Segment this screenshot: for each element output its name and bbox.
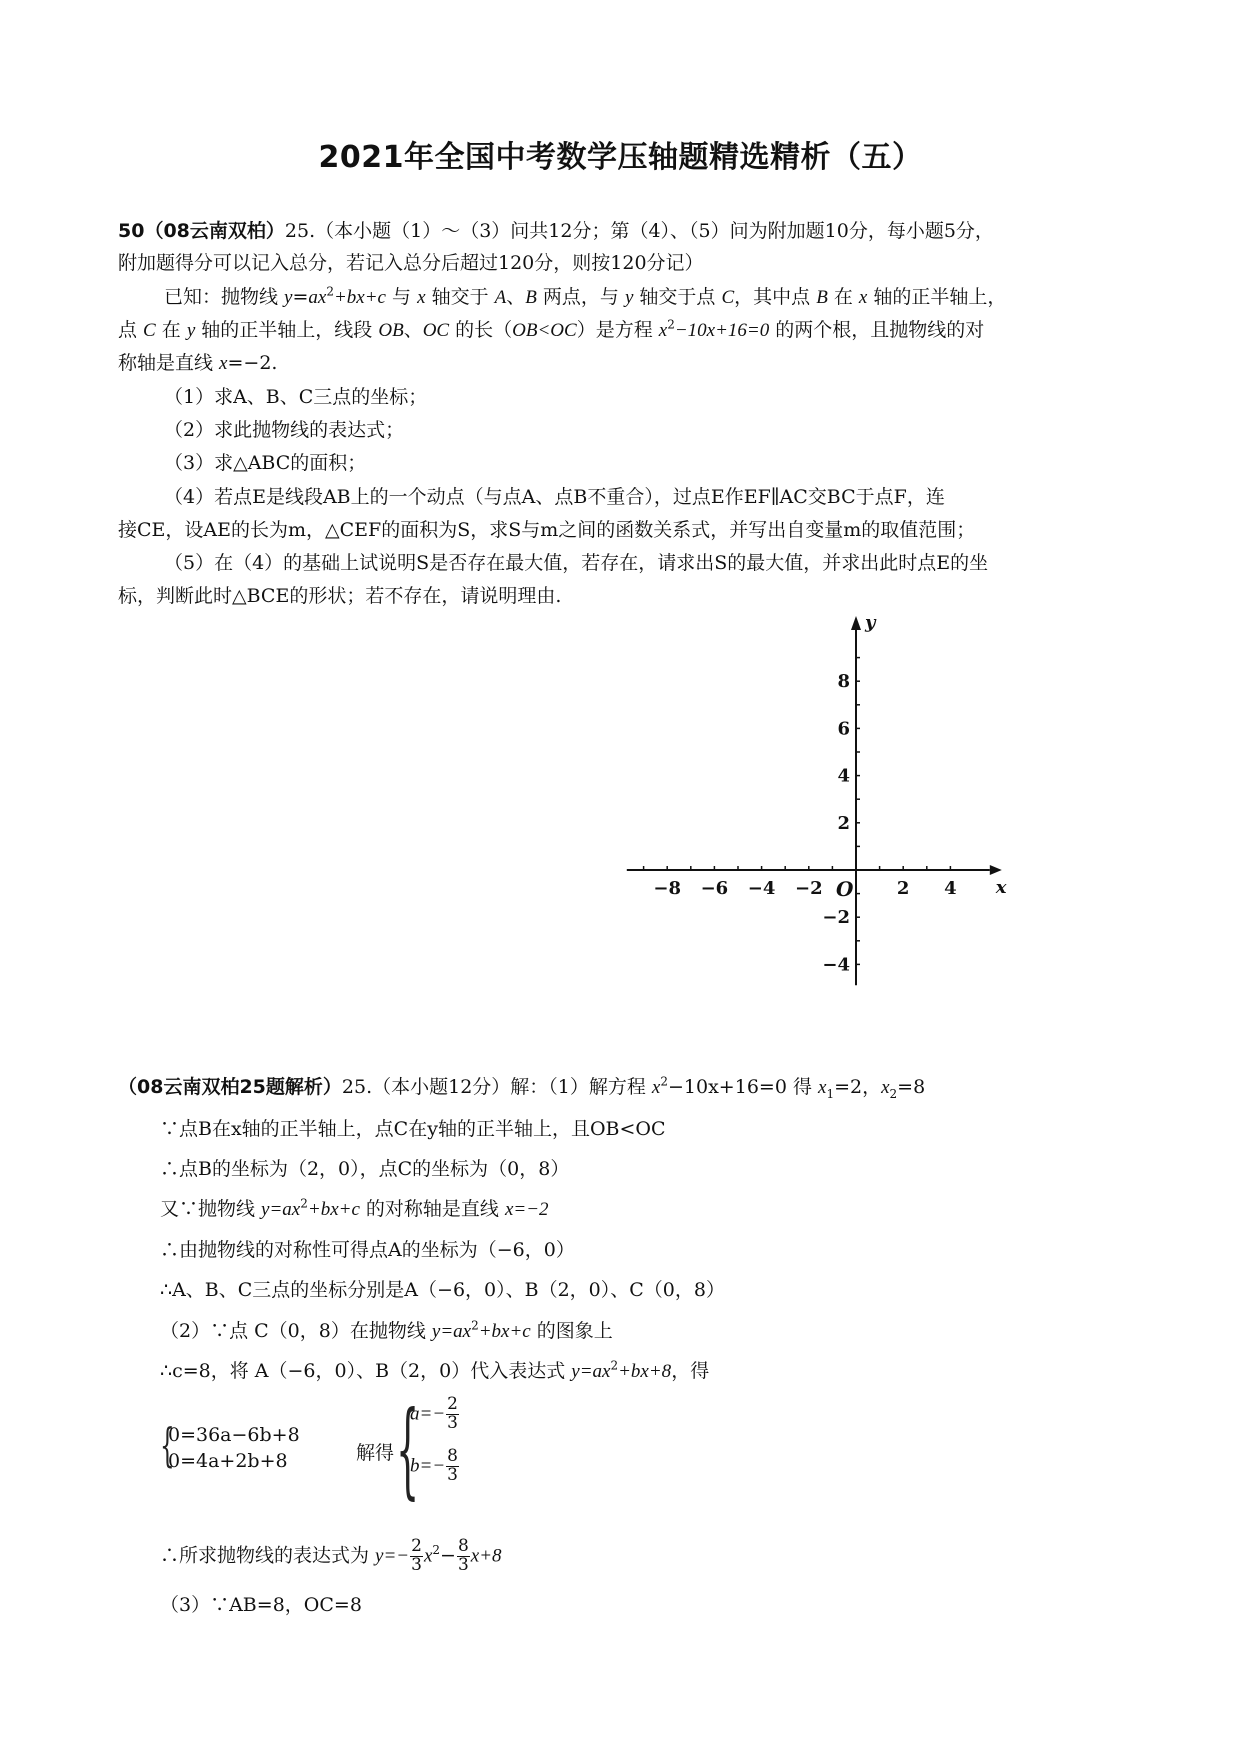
solution-line-6: ∴A、B、C三点的坐标分别是A（−6，0）、B（2，0）、C（0，8） xyxy=(160,1279,725,1301)
math: −10x+16=0 xyxy=(674,320,770,341)
math: A xyxy=(494,287,507,308)
math: +bx+c xyxy=(333,287,386,308)
system-eq-2: 0=4a+2b+8 xyxy=(168,1450,288,1472)
text: 在 xyxy=(827,286,859,308)
y-axis-arrow-icon xyxy=(851,616,861,630)
x-tick-label: 4 xyxy=(944,878,957,899)
text: 的长（ xyxy=(449,319,513,341)
math: y=ax xyxy=(571,1361,611,1382)
math: y xyxy=(624,287,634,308)
fraction xyxy=(446,1396,459,1433)
text: − xyxy=(440,1544,456,1567)
x-axis-label: x xyxy=(995,877,1007,898)
math: x xyxy=(881,1077,890,1098)
math: B xyxy=(525,287,537,308)
x-tick-label: −2 xyxy=(794,878,823,899)
text: =−2. xyxy=(227,352,278,374)
text: ∴所求抛物线的表达式为 xyxy=(160,1544,376,1567)
math: x xyxy=(423,1545,433,1567)
system-eq-1: 0=36a−6b+8 xyxy=(168,1424,300,1446)
math: y=ax xyxy=(431,1321,472,1342)
math: y=− xyxy=(375,1545,410,1567)
text: =2， xyxy=(834,1076,882,1098)
x-tick-label: −4 xyxy=(747,878,776,899)
text: 轴交于点 xyxy=(633,286,722,308)
x-axis-arrow-icon xyxy=(990,865,1002,875)
text: 又∵抛物线 xyxy=(160,1198,262,1220)
x-tick-label: 2 xyxy=(896,878,910,899)
text: = xyxy=(292,286,309,308)
y-axis-label: y xyxy=(865,612,876,633)
y-tick-label: −2 xyxy=(822,907,850,929)
problem-label: 50（08云南双柏） xyxy=(118,220,285,242)
origin-label: O xyxy=(836,877,854,901)
denominator: 3 xyxy=(457,1554,469,1575)
solution-line-5: ∴由抛物线的对称性可得点A的坐标为（−6，0） xyxy=(160,1239,575,1261)
solution-line-10: （3）∵AB=8，OC=8 xyxy=(160,1594,362,1616)
solution-line-1 xyxy=(118,1074,926,1101)
text: 、 xyxy=(506,286,526,308)
math: ax xyxy=(308,287,327,308)
math: x xyxy=(417,287,426,308)
text: ）是方程 xyxy=(576,319,659,341)
text: ，得 xyxy=(671,1360,710,1382)
question-5-line-2: 标，判断此时△BCE的形状；若不存在，请说明理由. xyxy=(118,585,562,607)
right-brace-icon: { xyxy=(396,1388,420,1510)
question-5-line-1: （5）在（4）的基础上试说明S是否存在最大值，若存在，请求出S的最大值，并求出此时点E的坐 xyxy=(164,552,989,574)
math: x+8 xyxy=(470,1545,502,1567)
denominator: 3 xyxy=(411,1554,422,1575)
solution-line-2: ∵点B在x轴的正半轴上，点C在y轴的正半轴上，且OB<OC xyxy=(160,1118,666,1140)
math: b=− xyxy=(410,1455,446,1477)
math: OB xyxy=(378,320,404,341)
math: x xyxy=(858,287,868,308)
question-3: （3）求△ABC的面积； xyxy=(164,452,367,474)
text: 称轴是直线 xyxy=(118,352,220,374)
math: x xyxy=(658,320,668,341)
numerator: 2 xyxy=(411,1536,422,1556)
text: 的对称轴是直线 xyxy=(359,1198,505,1220)
x-tick-label: −8 xyxy=(653,878,682,899)
text: 两点，与 xyxy=(536,286,625,308)
math: OC xyxy=(422,320,450,341)
given-line-1 xyxy=(164,284,1007,308)
math: +bx+8 xyxy=(618,1361,672,1382)
denominator: 3 xyxy=(447,1412,458,1433)
y-tick-label: 2 xyxy=(837,812,850,834)
subscript: 1 xyxy=(826,1086,835,1101)
text: 轴的正半轴上， xyxy=(867,286,1007,308)
question-4-line-2: 接CE，设AE的长为m，△CEF的面积为S，求S与m之间的函数关系式，并写出自变量m的取值范围； xyxy=(118,519,976,541)
solve-word: 解得 xyxy=(356,1442,395,1464)
problem-intro-text-1: 25.（本小题（1）～（3）问共12分；第（4）、（5）问为附加题10分，每小题5分， xyxy=(284,220,994,242)
question-2: （2）求此抛物线的表达式； xyxy=(164,419,405,441)
text: 的图象上 xyxy=(530,1320,613,1342)
superscript: 2 xyxy=(660,1074,668,1089)
text: 点 xyxy=(118,319,144,341)
given-line-3 xyxy=(118,354,277,373)
math: C xyxy=(143,320,156,341)
denominator: 3 xyxy=(447,1464,458,1485)
numerator: 8 xyxy=(457,1536,469,1556)
text: ，其中点 xyxy=(734,286,817,308)
math: y=ax xyxy=(261,1199,301,1220)
question-4-line-1: （4）若点E是线段AB上的一个动点（与点A、点B不重合），过点E作EF∥AC交BC于点F，连 xyxy=(164,486,945,508)
math: B xyxy=(816,287,828,308)
y-tick-label: 6 xyxy=(837,718,850,740)
math: x xyxy=(219,353,228,374)
math: C xyxy=(721,287,735,308)
solution-a xyxy=(410,1396,460,1433)
superscript: 2 xyxy=(300,1196,308,1211)
text: 轴交于 xyxy=(425,286,495,308)
math: y xyxy=(186,320,196,341)
numerator: 8 xyxy=(447,1446,458,1466)
text: ∴c=8，将 A（−6，0）、B（2，0）代入表达式 xyxy=(160,1360,572,1382)
y-tick-label: 8 xyxy=(837,671,850,693)
math: x xyxy=(651,1077,661,1098)
y-tick-label: 4 xyxy=(837,765,850,787)
text: −10x+16=0 得 xyxy=(668,1076,818,1098)
solution-line-4 xyxy=(160,1196,549,1220)
solution-line-8 xyxy=(160,1358,710,1382)
math: x xyxy=(818,1077,827,1098)
subscript: 2 xyxy=(889,1086,898,1101)
text: 已知：抛物线 xyxy=(164,286,285,308)
numerator: 2 xyxy=(447,1394,458,1414)
problem-intro-line-2: 附加题得分可以记入总分，若记入总分后超过120分，则按120分记） xyxy=(118,252,704,274)
given-line-2 xyxy=(118,317,985,341)
text: 轴的正半轴上，线段 xyxy=(195,319,379,341)
math: a=− xyxy=(410,1403,446,1425)
fraction xyxy=(446,1448,459,1485)
text: 在 xyxy=(155,319,187,341)
solution-label: （08云南双柏25题解析） xyxy=(118,1076,342,1098)
left-brace-icon: { xyxy=(160,1418,175,1472)
math: OB<OC xyxy=(512,320,577,341)
fraction xyxy=(410,1538,423,1575)
math: +bx+c xyxy=(307,1199,360,1220)
superscript: 2 xyxy=(326,284,334,299)
math: y xyxy=(284,287,293,308)
question-1: （1）求A、B、C三点的坐标； xyxy=(164,386,428,408)
superscript: 2 xyxy=(471,1318,479,1333)
text: 25.（本小题12分）解：（1）解方程 xyxy=(341,1076,652,1098)
math: +bx+c xyxy=(478,1321,531,1342)
superscript: 2 xyxy=(610,1358,619,1373)
page-title: 2021年全国中考数学压轴题精选精析（五） xyxy=(318,140,923,175)
text: 与 xyxy=(386,286,418,308)
solution-line-7 xyxy=(160,1318,613,1342)
math: x=−2 xyxy=(504,1199,549,1220)
text: 、 xyxy=(403,319,423,341)
text: =8 xyxy=(897,1076,926,1098)
problem-intro-line-1 xyxy=(118,222,994,241)
fraction xyxy=(457,1538,470,1575)
text: 的两个根，且抛物线的对 xyxy=(769,319,985,341)
solution-b xyxy=(410,1448,460,1485)
solution-line-3: ∴点B的坐标为（2，0），点C的坐标为（0，8） xyxy=(160,1158,570,1180)
solution-line-9 xyxy=(160,1538,502,1575)
y-tick-label: −4 xyxy=(822,954,850,976)
text: （2）∵点 C（0，8）在抛物线 xyxy=(160,1320,432,1342)
superscript: 2 xyxy=(667,317,675,332)
x-tick-label: −6 xyxy=(700,878,729,899)
superscript: 2 xyxy=(432,1543,441,1558)
